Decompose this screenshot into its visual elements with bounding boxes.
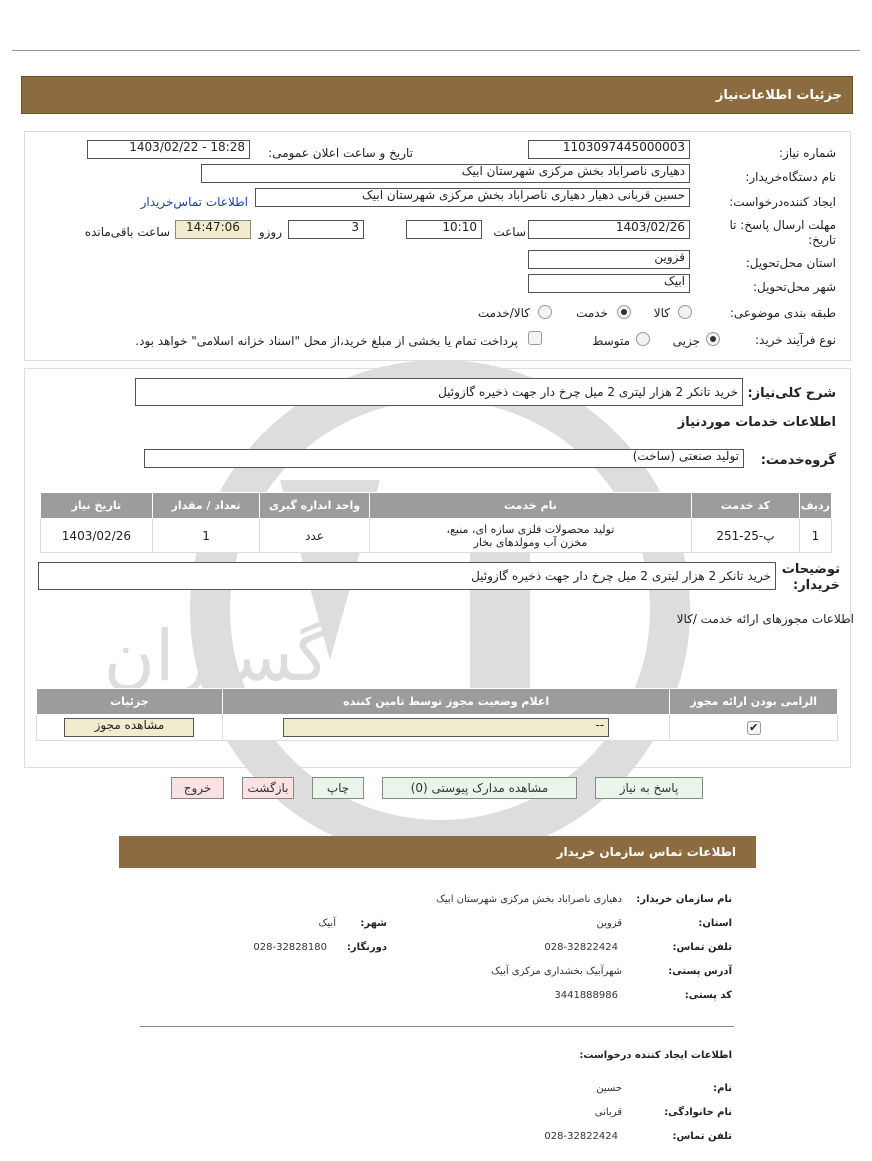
process-partial-radio[interactable] <box>706 332 720 346</box>
category-both-label: کالا/خدمت <box>477 306 530 320</box>
exit-button[interactable]: خروج <box>171 777 224 799</box>
permit-status-field: -- <box>283 718 609 737</box>
summary-label: شرح کلی‌نیاز: <box>747 386 836 401</box>
contact-org-value: دهیاری ناصراباد بخش مرکزی شهرستان ابیک <box>435 894 622 905</box>
creator-family-label: نام خانوادگی: <box>664 1107 732 1118</box>
col-quantity: تعداد / مقدار <box>152 493 260 519</box>
deadline-label-date: تاریخ: <box>808 233 836 247</box>
row-service-name-line1: تولید محصولات فلزی سازه ای، منبع، <box>446 522 615 536</box>
category-both-radio[interactable] <box>538 305 552 319</box>
col-need-date: تاریخ نیاز <box>41 493 153 519</box>
creator-info-title: اطلاعات ایجاد کننده درخواست: <box>579 1050 732 1061</box>
category-label: طبقه بندی موضوعی: <box>729 306 836 320</box>
service-group-field: تولید صنعتی (ساخت) <box>144 449 744 468</box>
row-quantity: 1 <box>152 519 260 553</box>
contact-address-value: شهرآبیک بخشداری مرکزی آبیک <box>491 966 622 977</box>
table-row <box>41 519 832 553</box>
deadline-time-field: 10:10 <box>406 220 482 239</box>
permits-title: اطلاعات مجوزهای ارائه خدمت /کالا <box>676 612 854 626</box>
row-need-date: 1403/02/26 <box>41 519 153 553</box>
contact-divider <box>140 1026 734 1027</box>
view-permit-button[interactable]: مشاهده مجوز <box>64 718 194 737</box>
creator-label: ایجاد کننده‌درخواست: <box>729 195 836 209</box>
need-number-field: 1103097445000003 <box>528 140 690 159</box>
creator-phone-label: تلفن تماس: <box>672 1131 732 1142</box>
row-service-code: پ-25-251 <box>692 519 800 553</box>
need-number-label: شماره نیاز: <box>779 146 836 160</box>
contact-province-label: استان: <box>698 918 732 929</box>
days-label: روزو <box>258 225 282 239</box>
buyer-notes-field: خرید تانکر 2 هزار لیتری 2 میل چرخ دار جهت ذخیره گازوئیل <box>38 562 776 590</box>
process-medium-label: متوسط <box>592 334 630 348</box>
contact-fax-value: 028-32828180 <box>253 942 327 953</box>
creator-family-value: قربانی <box>594 1107 622 1118</box>
page-header <box>21 76 853 114</box>
creator-phone-value: 028-32822424 <box>544 1131 618 1142</box>
buyer-notes-label-2: خریدار: <box>793 578 840 593</box>
creator-name-label: نام: <box>713 1083 732 1094</box>
permit-required-checkbox: ✔ <box>747 721 761 735</box>
contact-fax-label: دورنگار: <box>346 942 387 953</box>
creator-field: حسین قربانی دهیار دهیاری ناصراباد بخش مرکزی شهرستان ابیک <box>255 188 690 207</box>
province-label: استان محل‌تحویل: <box>745 256 836 270</box>
buyer-contact-link[interactable]: اطلاعات تماس‌خریدار <box>140 195 248 209</box>
summary-field: خرید تانکر 2 هزار لیتری 2 میل چرخ دار جهت ذخیره گازوئیل <box>135 378 743 406</box>
attachments-button[interactable]: مشاهده مدارک پیوستی (0) <box>382 777 577 799</box>
category-service-label: خدمت <box>576 306 608 320</box>
city-field: ابیک <box>528 274 690 293</box>
announce-field: 1403/02/22 - 18:28 <box>87 140 250 159</box>
row-unit: عدد <box>260 519 370 553</box>
contact-phone-value: 028-32822424 <box>544 942 618 953</box>
col-service-name: نام خدمت <box>369 493 691 519</box>
service-group-label: گروه‌خدمت: <box>760 453 836 468</box>
creator-name-value: حسین <box>596 1083 622 1094</box>
col-index: ردیف <box>799 493 831 519</box>
col-permit-status: اعلام وضعیت مجوز توسط تامین کننده <box>222 689 670 715</box>
buyer-notes-label: توضیحات <box>781 562 840 577</box>
row-service-name-line2: مخزن آب ومولدهای بخار <box>473 535 588 549</box>
row-service-name <box>369 519 691 553</box>
process-partial-label: جزیی <box>672 334 700 348</box>
contact-postal-label: کد پستی: <box>684 990 732 1001</box>
category-goods-label: کالا <box>653 306 670 320</box>
category-goods-radio[interactable] <box>678 305 692 319</box>
deadline-time-label: ساعت <box>493 225 526 239</box>
page-title: جزئیات اطلاعات‌نیاز <box>715 88 842 103</box>
process-label: نوع فرآیند خرید: <box>755 333 836 347</box>
row-index: 1 <box>799 519 831 553</box>
contact-address-label: آدرس پستی: <box>668 966 732 977</box>
city-label: شهر محل‌تحویل: <box>752 280 836 294</box>
permit-required-cell <box>670 715 838 741</box>
buyer-org-label: نام دستگاه‌خریدار: <box>745 170 836 184</box>
contact-phone-label: تلفن تماس: <box>672 942 732 953</box>
services-table <box>40 492 832 553</box>
process-medium-radio[interactable] <box>636 332 650 346</box>
table-row <box>37 715 838 741</box>
province-field: قزوین <box>528 250 690 269</box>
treasury-payment-note: پرداخت تمام یا بخشی از مبلغ خرید،از محل "اسناد خزانه اسلامی" خواهد بود. <box>135 334 518 348</box>
watermark-text: گستران <box>103 615 330 697</box>
permits-table <box>36 688 838 741</box>
deadline-label: مهلت ارسال پاسخ: تا <box>729 218 836 232</box>
remaining-time-label: ساعت باقی‌مانده <box>84 225 170 239</box>
contact-section-title: اطلاعات تماس سازمان خریدار <box>556 845 736 859</box>
deadline-date-field: 1403/02/26 <box>528 220 690 239</box>
buyer-org-field: دهیاری ناصراباد بخش مرکزی شهرستان ابیک <box>201 164 690 183</box>
contact-province-value: قزوین <box>596 918 622 929</box>
days-remaining-field: 3 <box>288 220 364 239</box>
col-permit-details: جزئیات <box>37 689 223 715</box>
contact-section-header <box>119 836 756 868</box>
contact-city-value: آبیک <box>318 918 336 929</box>
col-permit-required: الزامی بودن ارائه مجوز <box>670 689 838 715</box>
treasury-payment-checkbox[interactable] <box>528 331 542 345</box>
print-button[interactable]: چاپ <box>312 777 364 799</box>
services-title: اطلاعات خدمات موردنیاز <box>677 415 836 430</box>
services-table-header <box>41 493 832 519</box>
col-unit: واحد اندازه گیری <box>260 493 370 519</box>
top-divider <box>12 50 860 51</box>
contact-city-label: شهر: <box>360 918 387 929</box>
back-button[interactable]: بازگشت <box>242 777 294 799</box>
reply-button[interactable]: پاسخ به نیاز <box>595 777 703 799</box>
contact-postal-value: 3441888986 <box>554 990 618 1001</box>
permit-status-cell <box>222 715 670 741</box>
announce-label: تاریخ و ساعت اعلان عمومی: <box>268 146 413 160</box>
col-service-code: کد خدمت <box>692 493 800 519</box>
permits-table-header <box>37 689 838 715</box>
remaining-time-field: 14:47:06 <box>175 220 251 239</box>
contact-org-label: نام سازمان خریدار: <box>636 894 732 905</box>
permit-details-cell <box>37 715 223 741</box>
category-service-radio[interactable] <box>617 305 631 319</box>
